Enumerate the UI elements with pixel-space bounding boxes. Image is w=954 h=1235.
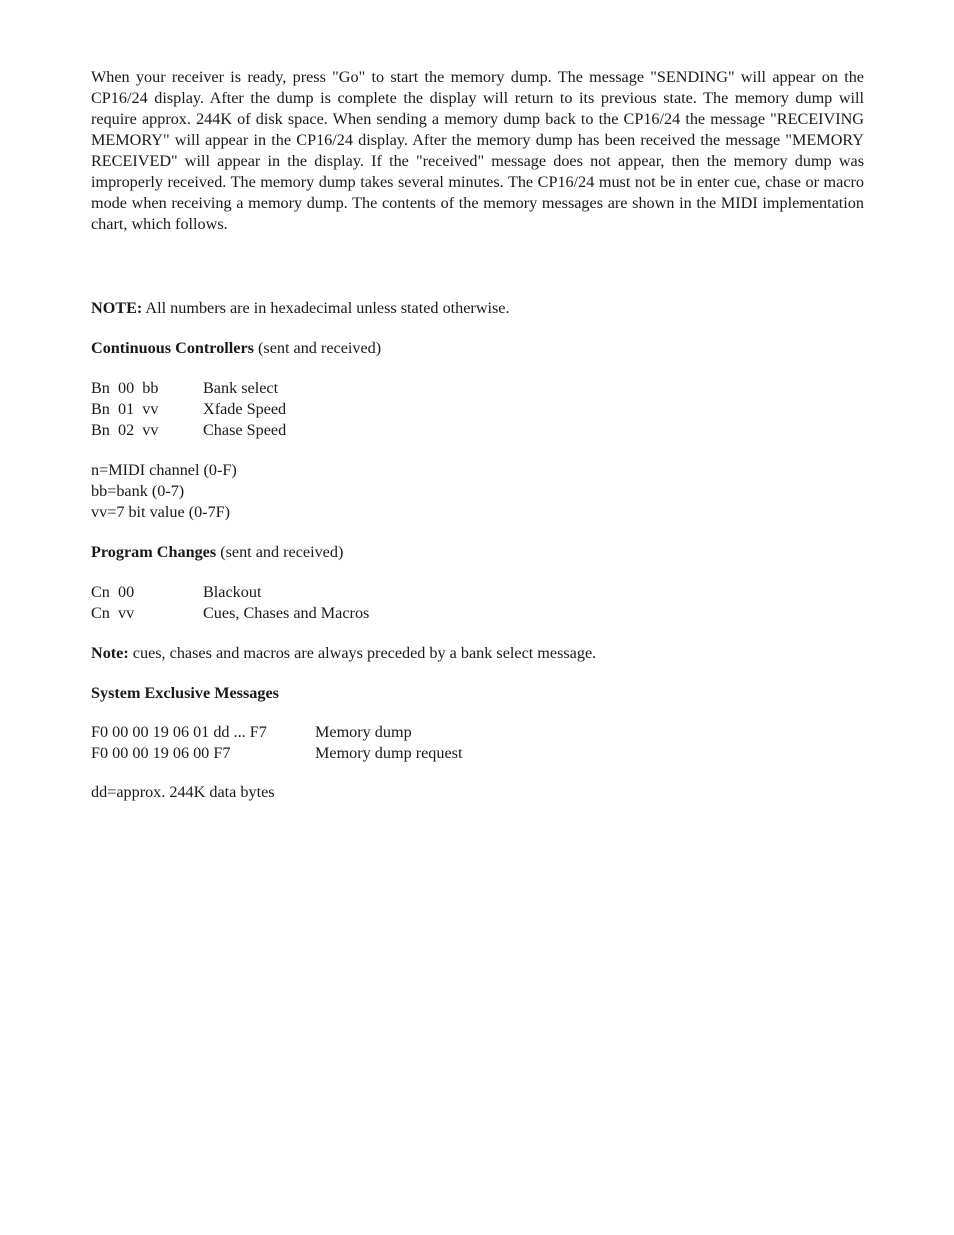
system-exclusive-heading	[91, 683, 864, 704]
program-changes-table	[91, 582, 864, 624]
message-code: Cn 00	[91, 583, 135, 601]
legend-line: vv=7 bit value (0-7F)	[91, 503, 231, 521]
message-code: Bn 00 bb	[91, 379, 159, 397]
hex-note	[91, 298, 864, 319]
message-description: Memory dump request	[315, 744, 463, 762]
table-row	[91, 743, 864, 764]
message-description: Memory dump	[315, 723, 412, 741]
table-row	[91, 378, 864, 399]
continuous-controllers-title: Continuous Controllers	[91, 339, 254, 357]
program-changes-title: Program Changes	[91, 543, 217, 561]
continuous-controllers-legend	[91, 460, 864, 523]
program-changes-note-text: cues, chases and macros are always preceded by a bank select message.	[128, 644, 597, 662]
message-description: Bank select	[203, 379, 279, 397]
system-exclusive-table	[91, 722, 864, 764]
hex-note-text: All numbers are in hexadecimal unless stated otherwise.	[142, 299, 510, 317]
table-row	[91, 399, 864, 420]
message-description: Cues, Chases and Macros	[203, 604, 370, 622]
program-changes-note	[91, 643, 864, 664]
table-row	[91, 582, 864, 603]
program-changes-note-label: Note:	[91, 644, 129, 662]
continuous-controllers-subtitle: (sent and received)	[253, 339, 382, 357]
message-description: Xfade Speed	[203, 400, 287, 418]
program-changes-subtitle: (sent and received)	[216, 543, 344, 561]
message-description: Chase Speed	[203, 421, 287, 439]
table-row	[91, 722, 864, 743]
system-exclusive-title: System Exclusive Messages	[91, 684, 279, 702]
legend-line: n=MIDI channel (0-F)	[91, 461, 237, 479]
table-row	[91, 420, 864, 441]
intro-paragraph: When your receiver is ready, press "Go" to start the memory dump. The message "SENDING" will appear on the CP16/24 display. After the dump is complete the display will return to its previous state. The memory dump will require approx. 244K of disk space. When sending a memory dump back to the CP16/24 the message "RECEIVING MEMORY" will appear in the CP16/24 display. After the memory dump has been received the message "MEMORY RECEIVED" will appear in the display. If the "received" message does not appear, then the memory dump was improperly received. The memory dump takes several minutes. The CP16/24 must not be in enter cue, chase or macro mode when receiving a memory dump. The contents of the memory messages are shown in the MIDI implementation chart, which follows.	[91, 68, 864, 233]
system-exclusive-legend: dd=approx. 244K data bytes	[91, 783, 275, 801]
continuous-controllers-heading	[91, 338, 864, 359]
message-code: Bn 02 vv	[91, 421, 159, 439]
message-code: Bn 01 vv	[91, 400, 159, 418]
program-changes-heading	[91, 542, 864, 563]
hex-note-label: NOTE:	[91, 299, 143, 317]
message-code: F0 00 00 19 06 00 F7	[91, 744, 231, 762]
message-description: Blackout	[203, 583, 262, 601]
document-page	[91, 67, 864, 803]
message-code: Cn vv	[91, 604, 135, 622]
continuous-controllers-table	[91, 378, 864, 441]
legend-line: bb=bank (0-7)	[91, 482, 185, 500]
message-code: F0 00 00 19 06 01 dd ... F7	[91, 723, 267, 741]
table-row	[91, 603, 864, 624]
